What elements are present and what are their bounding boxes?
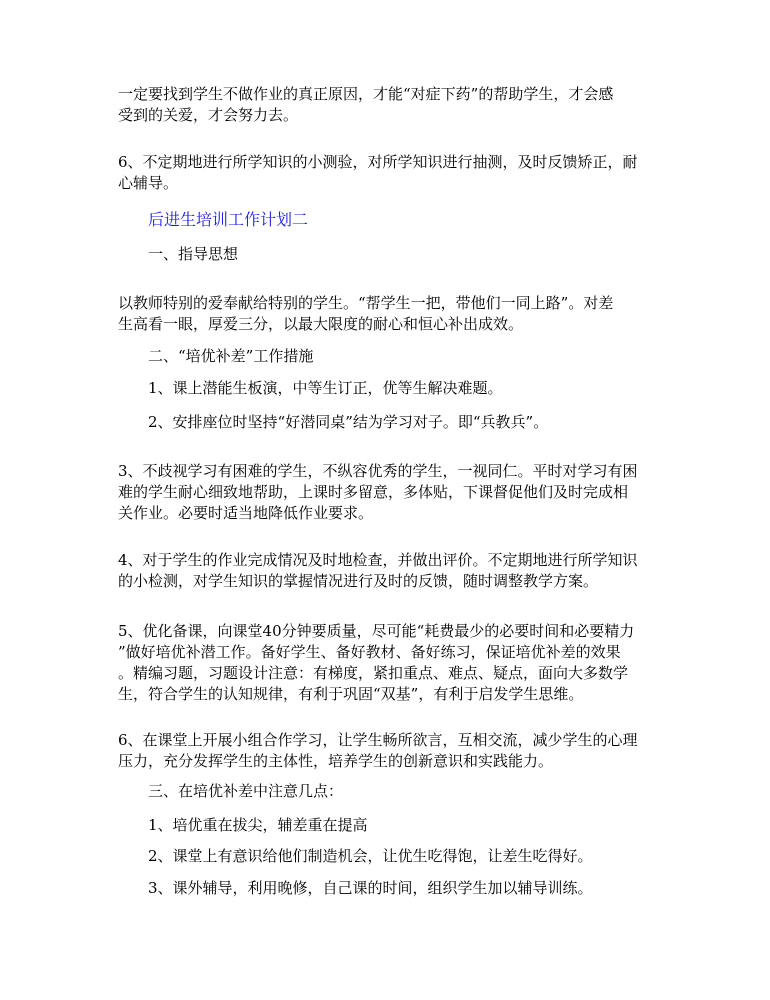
list-item-2 bbox=[148, 412, 548, 433]
list-item-notes-2 bbox=[148, 846, 593, 867]
text-line: 5、优化备课，向课堂40分钟要质量，尽可能“耗费最少的必要时间和必要精力 bbox=[118, 622, 635, 640]
text-line: 2、安排座位时坚持“好潜同桌”结为学习对子。即“兵教兵”。 bbox=[148, 413, 549, 431]
paragraph-item-6-quiz bbox=[118, 152, 638, 194]
text-line: 3、课外辅导，利用晚修，自己课的时间，组织学生加以辅导训练。 bbox=[148, 879, 593, 897]
text-line: 1、培优重在拔尖，辅差重在提高 bbox=[148, 816, 368, 834]
paragraph-item-6-group bbox=[118, 730, 638, 772]
text-line: 2、课堂上有意识给他们制造机会，让优生吃得饱，让差生吃得好。 bbox=[148, 847, 593, 865]
text-line: 4、对于学生的作业完成情况及时地检查，并做出评价。不定期地进行所学知识 bbox=[118, 551, 638, 569]
subheading-notes bbox=[148, 781, 343, 802]
text-line: 受到的关爱，才会努力去。 bbox=[118, 106, 299, 124]
text-line: 生，符合学生的认知规律，有利于巩固“双基”，有利于启发学生思维。 bbox=[118, 685, 584, 703]
text-line: 6、不定期地进行所学知识的小测验，对所学知识进行抽测，及时反馈矫正，耐 bbox=[118, 153, 638, 171]
text-line: 心辅导。 bbox=[118, 174, 179, 192]
subheading-measures bbox=[148, 346, 313, 367]
text-line: 一、指导思想 bbox=[148, 245, 239, 263]
paragraph-item-3 bbox=[118, 461, 638, 524]
text-line: 生高看一眼，厚爱三分，以最大限度的耐心和恒心补出成效。 bbox=[118, 315, 524, 333]
text-line: 6、在课堂上开展小组合作学习，让学生畅所欲言，互相交流，减少学生的心理 bbox=[118, 731, 638, 749]
subheading-guiding-thought bbox=[148, 244, 238, 265]
text-line: 二、“培优补差”工作措施 bbox=[148, 347, 314, 365]
paragraph-item-5 bbox=[118, 621, 634, 705]
text-line: 的小检测，对学生知识的掌握情况进行及时的反馈，随时调整教学方案。 bbox=[118, 572, 599, 590]
text-line: ”做好培优补潜工作。备好学生、备好教材、备好练习，保证培优补差的效果 bbox=[118, 643, 621, 661]
heading-text: 后进生培训工作计划二 bbox=[148, 210, 309, 229]
text-line: 压力，充分发挥学生的主体性，培养学生的创新意识和实践能力。 bbox=[118, 752, 554, 770]
text-line: 三、在培优补差中注意几点： bbox=[148, 782, 344, 800]
text-line: 。精编习题，习题设计注意：有梯度，紧扣重点、难点、疑点，面向大多数学 bbox=[118, 664, 629, 682]
paragraph-item-4 bbox=[118, 550, 638, 592]
list-item-1 bbox=[148, 378, 503, 399]
text-line: 难的学生耐心细致地帮助，上课时多留意，多体贴，下课督促他们及时完成相 bbox=[118, 483, 629, 501]
text-line: 3、不歧视学习有困难的学生，不纵容优秀的学生，一视同仁。平时对学习有困 bbox=[118, 462, 638, 480]
text-line: 1、课上潜能生板演，中等生订正，优等生解决难题。 bbox=[148, 379, 503, 397]
list-item-notes-1 bbox=[148, 815, 368, 836]
text-line: 以教师特别的爱奉献给特别的学生。“帮学生一把，带他们一同上路”。对差 bbox=[118, 294, 614, 312]
paragraph-guiding-thought bbox=[118, 293, 613, 335]
section-heading bbox=[148, 209, 308, 230]
paragraph-continuation bbox=[118, 84, 613, 126]
text-line: 一定要找到学生不做作业的真正原因，才能“对症下药”的帮助学生，才会感 bbox=[118, 85, 614, 103]
text-line: 关作业。必要时适当地降低作业要求。 bbox=[118, 504, 374, 522]
list-item-notes-3 bbox=[148, 878, 593, 899]
